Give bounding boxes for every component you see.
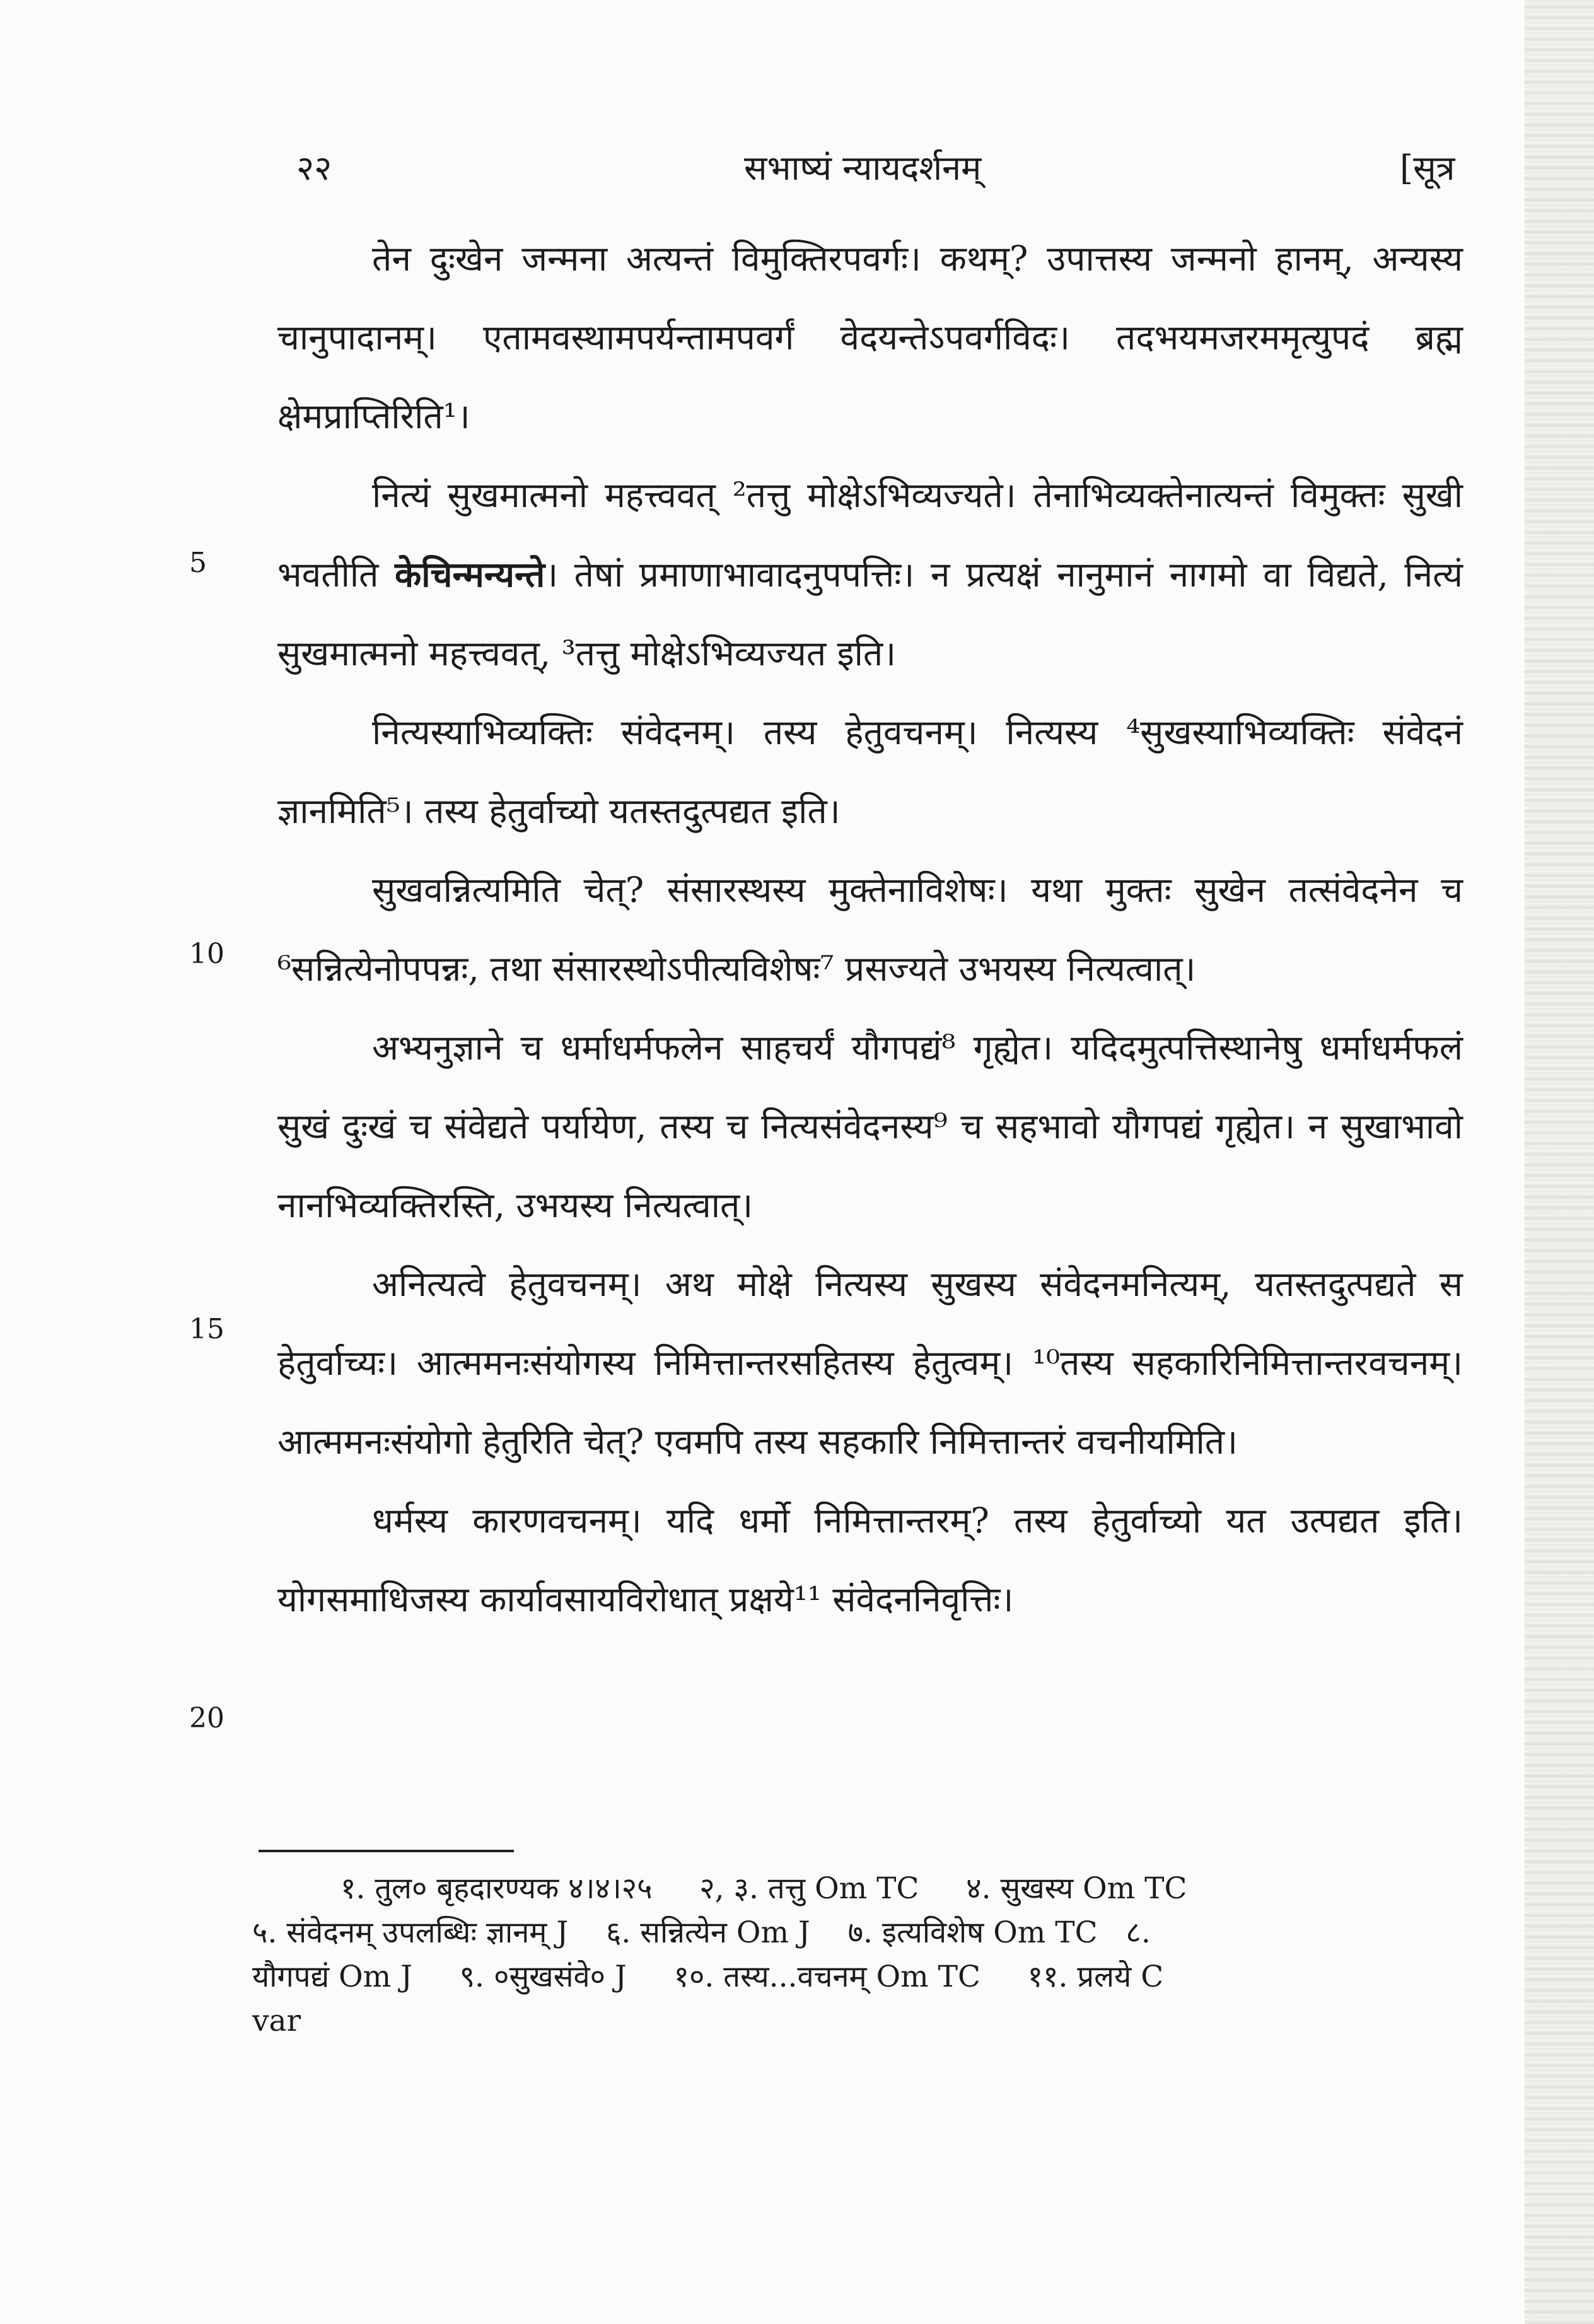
paragraph-text: नित्यं सुखमात्मनो महत्त्ववत् ²तत्तु मोक्षेऽभिव्यज्यते। तेनाभिव्यक्तेनात्यन्तं विमुक्तः सुखी भवतीति [277,475,1463,595]
footnote: २, ३. तत्तु Om TC [699,1871,919,1906]
scanned-page-edge [1525,0,1594,2324]
line-number-15: 15 [189,1313,224,1345]
footnote-rule [259,1850,514,1852]
footnote: var [252,2004,301,2038]
footnote: ७. इत्यविशेष Om TC [847,1915,1098,1950]
section-marker: [सूत्र [1400,148,1455,188]
footnote: ९. ०सुखसंवे० J [459,1959,627,1994]
footnote: १. तुल० बृहदारण्यक ४।४।२५ [340,1871,653,1906]
line-number-20: 20 [189,1702,224,1734]
footnote: ११. प्रलये C [1027,1959,1164,1994]
paragraph: सुखवन्नित्यमिति चेत्? संसारस्थस्य मुक्तेनाविशेषः। यथा मुक्तः सुखेन तत्संवेदनेन च ⁶सन्नित्येनोपपन्नः, तथा संसारस्थोऽपीत्यविशेषः⁷ प्रसज्यते उभयस्य नित्यत्वात्। [277,870,1463,989]
line-number-5: 5 [189,547,207,579]
footnote: ४. सुखस्य Om TC [966,1871,1187,1906]
line-number-10: 10 [189,938,224,970]
paragraph: अनित्यत्वे हेतुवचनम्। अथ मोक्षे नित्यस्य सुखस्य संवेदनमनित्यम्, यतस्तदुत्पद्यते स हेतुर्वाच्यः। आत्ममनःसंयोगस्य निमित्तान्तरसहितस्य हेतुत्वम्। ¹⁰तस्य सहकारिनिमित्तान्तरवचनम्। आत्ममनःसंयोगो हेतुरिति चेत्? एवमपि तस्य सहकारि निमित्तान्तरं वचनीयमिति। [277,1264,1463,1462]
bold-term: केचिन्मन्यन्ते [395,554,545,595]
footnote: १०. तस्य...वचनम् Om TC [673,1959,980,1994]
footnote: ५. संवेदनम् उपलब्धिः ज्ञानम् J [252,1915,569,1950]
paragraph: तेन दुःखेन जन्मना अत्यन्तं विमुक्तिरपवर्गः। कथम्? उपात्तस्य जन्मनो हानम्, अन्यस्य चानुपादानम्। एतामवस्थामपर्यन्तामपवर्गं वेदयन्तेऽपवर्गविदः। तदभयमजरममृत्युपदं ब्रह्म क्षेमप्राप्तिरिति¹। [277,238,1463,436]
paragraph-text: । तेषां प्रमाणाभावादनुपपत्तिः। न प्रत्यक्षं नानुमानं नागमो वा विद्यते, नित्यं सुखमात्मनो महत्त्ववत्, ³तत्तु मोक्षेऽभिव्यज्यत इति। [277,554,1463,674]
paragraph: नित्यस्याभिव्यक्तिः संवेदनम्। तस्य हेतुवचनम्। नित्यस्य ⁴सुखस्याभिव्यक्तिः संवेदनं ज्ञानमिति⁵। तस्य हेतुर्वाच्यो यतस्तदुत्पद्यत इति। [277,712,1463,831]
main-text [277,219,1463,1639]
page-number: २२ [296,148,332,188]
footnote: ८. [1126,1915,1151,1950]
paragraph: अभ्यनुज्ञाने च धर्माधर्मफलेन साहचर्यं यौगपद्यं⁸ गृह्येत। यदिदमुत्पत्तिस्थानेषु धर्माधर्मफलं सुखं दुःखं च संवेद्यते पर्यायेण, तस्य च नित्यसंवेदनस्य⁹ च सहभावो यौगपद्यं गृह्येत। न सुखाभावो नानभिव्यक्तिरस्ति, उभयस्य नित्यत्वात्। [277,1027,1463,1225]
footnote: ६. सन्नित्येन Om J [605,1915,810,1950]
paragraph [277,456,1463,693]
footnotes [252,1867,1450,2043]
paragraph: धर्मस्य कारणवचनम्। यदि धर्मो निमित्तान्तरम्? तस्य हेतुर्वाच्यो यत उत्पद्यत इति। योगसमाधिजस्य कार्यावसायविरोधात् प्रक्षये¹¹ संवेदननिवृत्तिः। [277,1500,1463,1620]
footnote: यौगपद्यं Om J [252,1959,413,1994]
running-title: सभाष्यं न्यायदर्शनम् [744,148,982,188]
